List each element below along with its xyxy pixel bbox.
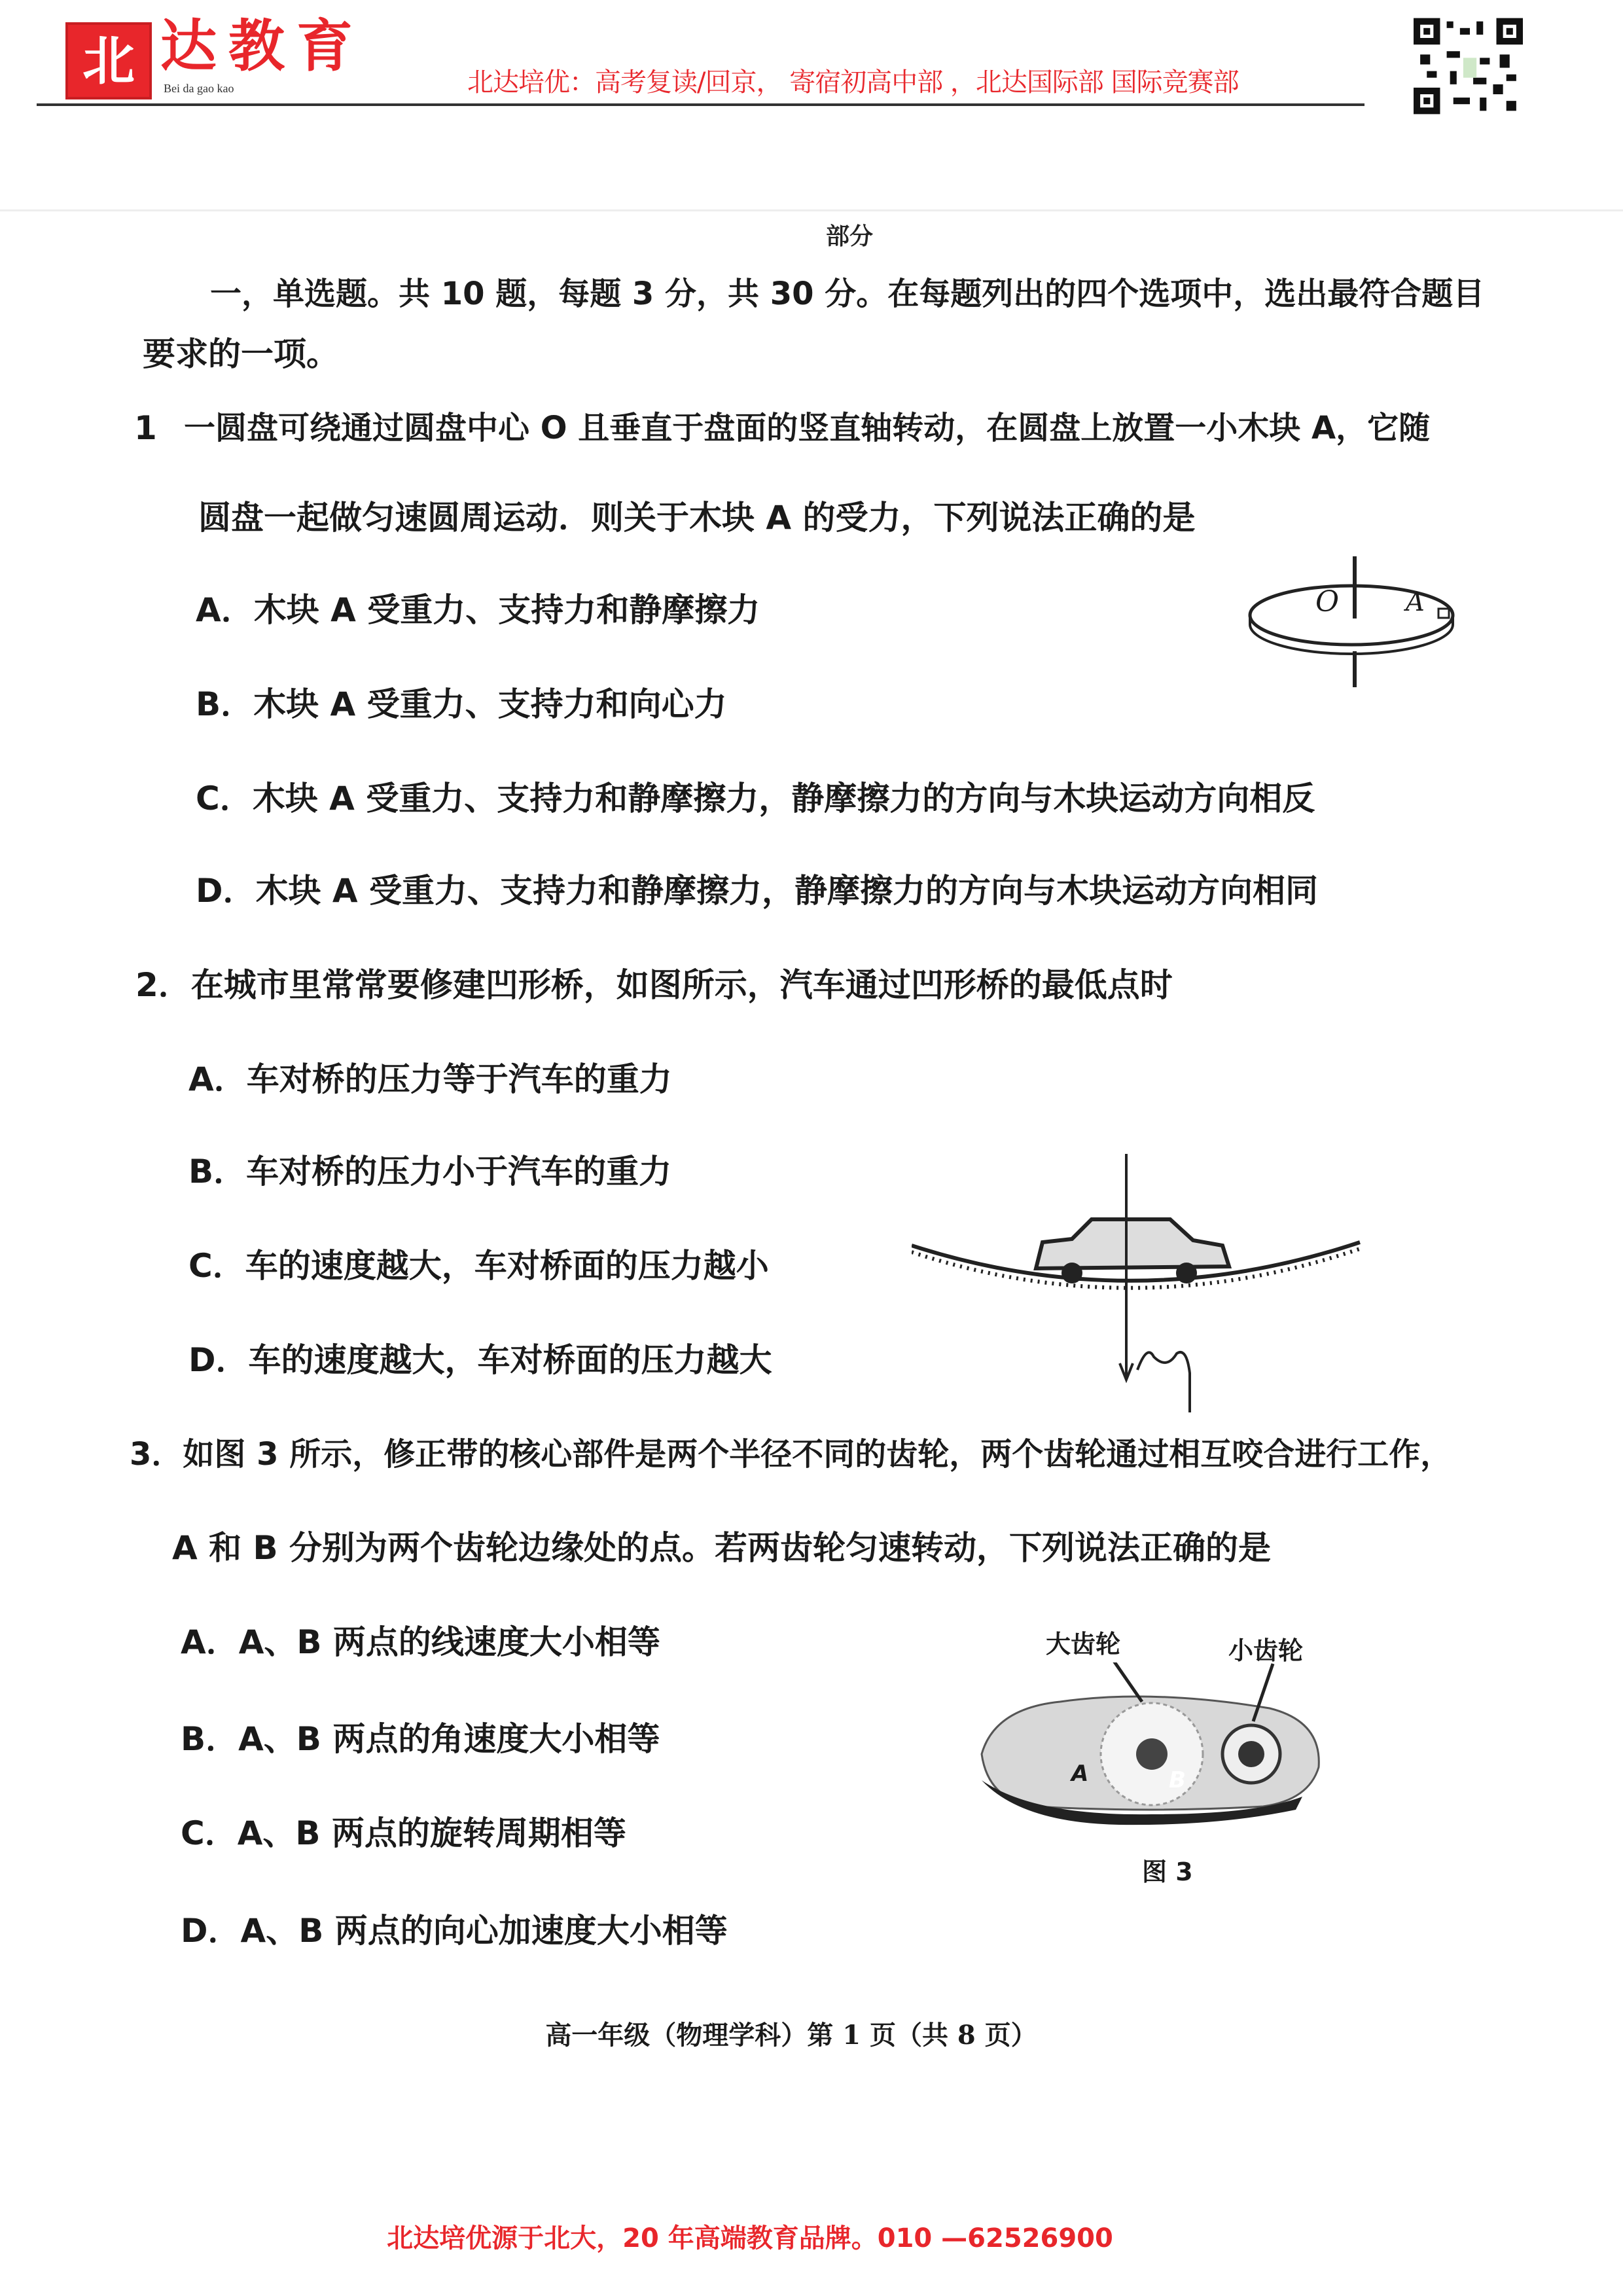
page-footer: 高一年级（物理学科）第 1 页（共 8 页） (545, 2020, 1037, 2051)
q1-stem: 一圆盘可绕通过圆盘中心 O 且垂直于盘面的竖直轴转动，在圆盘上放置一小木块 A，它随 (184, 410, 1431, 446)
q1-option-c: C．木块 A 受重力、支持力和静摩擦力，静摩擦力的方向与木块运动方向相反 (196, 780, 1315, 817)
q3-option-c: C．A、B 两点的旋转周期相等 (181, 1814, 626, 1852)
q2-option-b: B．车对桥的压力小于汽车的重力 (188, 1153, 672, 1191)
q1-stem-cont: 圆盘一起做匀速圆周运动．则关于木块 A 的受力，下列说法正确的是 (198, 499, 1196, 537)
q3-option-d: D．A、B 两点的向心加速度大小相等 (181, 1912, 728, 1950)
header-tagline: 北达培优：高考复读/回京， 寄宿初高中部 ，北达国际部 国际竞赛部 (467, 67, 1239, 98)
q3-option-b: B．A、B 两点的角速度大小相等 (181, 1720, 660, 1758)
disk-label-o: O (1315, 585, 1340, 619)
brand-footer: 北达培优源于北大，20 年高端教育品牌。010 —62526900 (387, 2223, 1113, 2253)
header-divider (37, 103, 1364, 106)
q1-option-a: A．木块 A 受重力、支持力和静摩擦力 (196, 591, 760, 629)
disk-label-a: A (1406, 587, 1425, 617)
correction-tape-gears-figure (955, 1662, 1348, 1859)
rotating-disk-figure (1243, 553, 1459, 691)
q3-stem-cont: A 和 B 分别为两个齿轮边缘处的点。若两齿轮匀速转动，下列说法正确的是 (172, 1529, 1272, 1567)
section-title-cont: 要求的一项。 (143, 335, 339, 373)
logo-subtitle: Bei da gao kao (164, 82, 234, 95)
q1-option-d: D．木块 A 受重力、支持力和静摩擦力，静摩擦力的方向与木块运动方向相同 (196, 872, 1319, 910)
gear-label-big: 大齿轮 (1046, 1630, 1121, 1659)
gear-point-a: A (1071, 1761, 1089, 1787)
q1-option-b: B．木块 A 受重力、支持力和向心力 (196, 685, 727, 723)
section-title: 一，单选题。共 10 题，每题 3 分，共 30 分。在每题列出的四个选项中，选出最符合题目 (210, 276, 1485, 312)
q3-stem: 3．如图 3 所示，修正带的核心部件是两个半径不同的齿轮，两个齿轮通过相互咬合进行工作， (130, 1436, 1452, 1473)
scan-divider (0, 209, 1623, 211)
q2-option-c: C．车的速度越大，车对桥面的压力越小 (188, 1247, 769, 1285)
gear-label-small: 小齿轮 (1228, 1636, 1304, 1665)
q3-option-a: A．A、B 两点的线速度大小相等 (181, 1623, 660, 1661)
gear-point-b: B (1169, 1767, 1186, 1793)
figure-caption: 图 3 (1142, 1857, 1193, 1886)
cut-off-heading: 部分 (826, 223, 874, 250)
q2-option-d: D．车的速度越大，车对桥面的压力越大 (188, 1341, 772, 1379)
q2-option-a: A．车对桥的压力等于汽车的重力 (188, 1060, 672, 1098)
q1-number: 1 (134, 409, 157, 447)
logo-mark: 北 (65, 22, 152, 99)
q2-stem: 2．在城市里常常要修建凹形桥，如图所示，汽车通过凹形桥的最低点时 (135, 966, 1173, 1004)
logo-text: 达教育 (160, 13, 365, 79)
qr-code-icon (1414, 18, 1523, 115)
concave-bridge-figure (912, 1154, 1363, 1416)
